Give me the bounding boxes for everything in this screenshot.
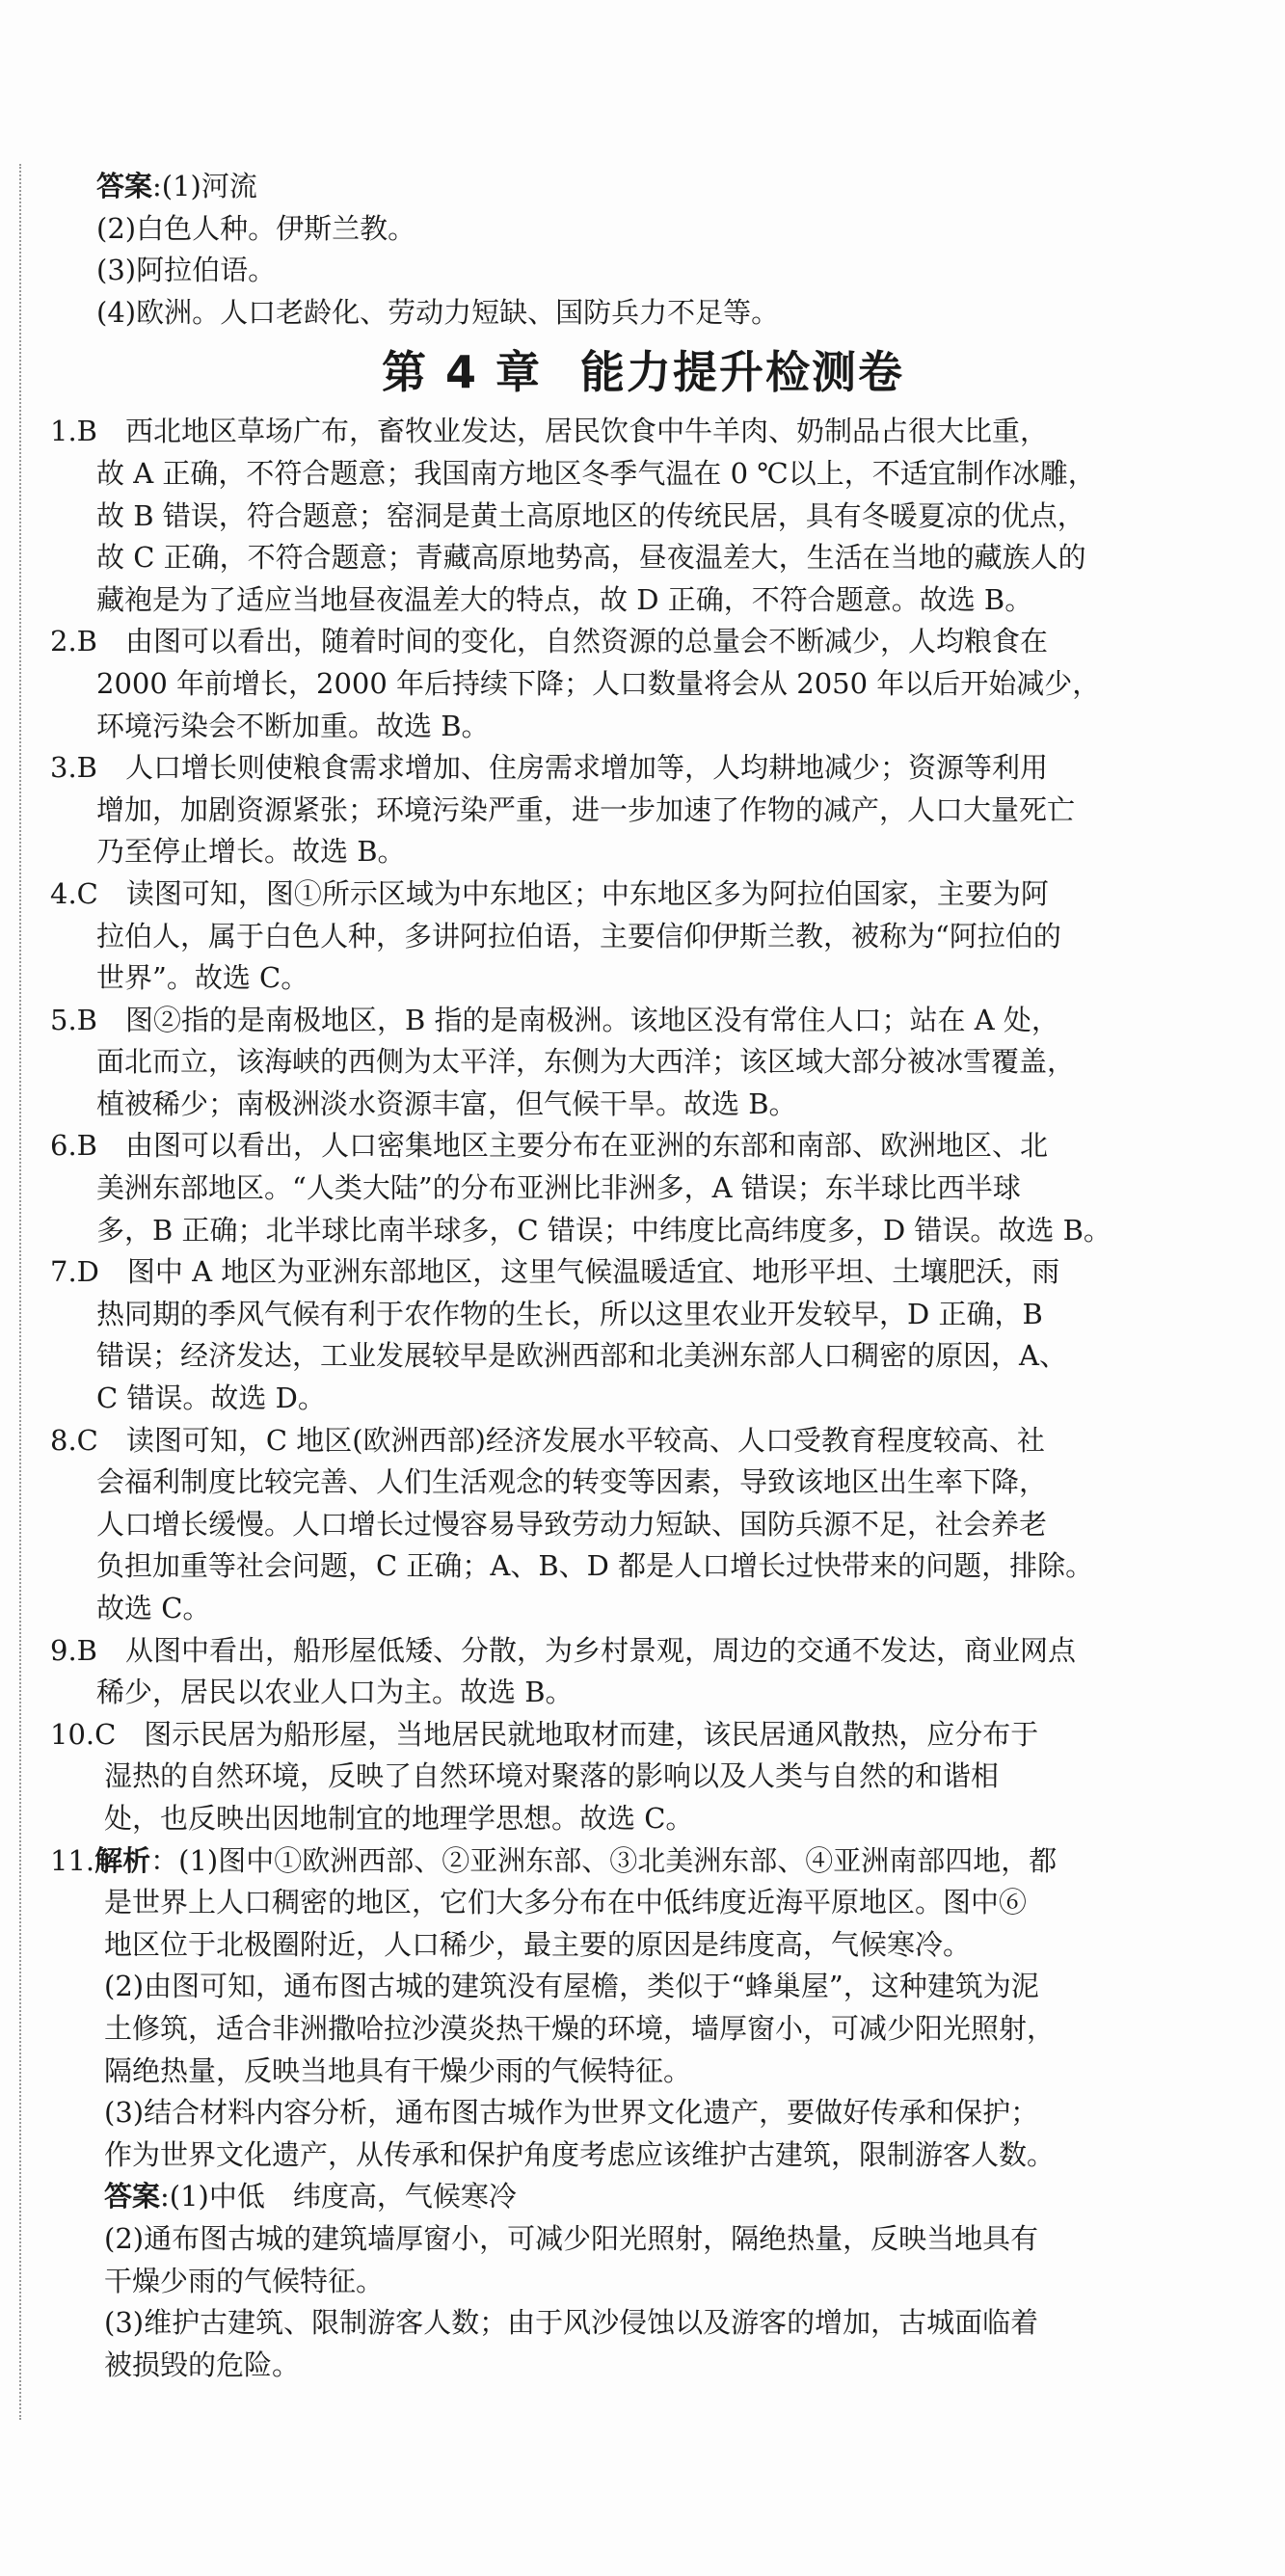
item-3-line-2: 增加，加剧资源紧张；环境污染严重，进一步加速了作物的减产，人口大量死亡 bbox=[96, 792, 1076, 826]
item-2-line-2: 2000 年前增长，2000 年后持续下降；人口数量将会从 2050 年以后开始减少， bbox=[96, 666, 1101, 700]
item-6-line-2: 美洲东部地区。“人类大陆”的分布亚洲比非洲多，A 错误；东半球比西半球 bbox=[96, 1171, 1021, 1205]
answer-item-8 bbox=[50, 1420, 1236, 1630]
item-11-line-7: (3)结合材料内容分析，通布图古城作为世界文化遗产，要做好传承和保护； bbox=[104, 2096, 1039, 2130]
item-11-line-3: 地区位于北极圈附近，人口稀少，最主要的原因是纬度高，气候寒冷。 bbox=[104, 1927, 972, 1961]
item-7-line-4: C 错误。故选 D。 bbox=[96, 1382, 326, 1415]
item-1-line-4: 故 C 正确，不符合题意；青藏高原地势高，昼夜温差大，生活在当地的藏族人的 bbox=[96, 541, 1086, 575]
chapter-number: 第 4 章 bbox=[381, 346, 543, 399]
answer-item-10 bbox=[50, 1714, 1236, 1840]
item-11-line-2: 是世界上人口稠密的地区，它们大多分布在中低纬度近海平原地区。图中⑥ bbox=[104, 1886, 1028, 1919]
answer-item-2 bbox=[50, 621, 1236, 747]
chapter-title: 能力提升检测卷 bbox=[580, 346, 905, 399]
item-8-line-2: 会福利制度比较完善、人们生活观念的转变等因素，导致该地区出生率下降， bbox=[96, 1465, 1048, 1499]
answer-item-3 bbox=[50, 747, 1236, 873]
item-9-line-2: 稀少，居民以农业人口为主。故选 B。 bbox=[96, 1676, 574, 1709]
margin-dotted-line bbox=[19, 164, 21, 2420]
item-2-line-3: 环境污染会不断加重。故选 B。 bbox=[96, 709, 490, 742]
top-answer-line-1: 答案:(1)河流 bbox=[96, 170, 257, 202]
top-answer-line-4: (4)欧洲。人口老龄化、劳动力短缺、国防兵力不足等。 bbox=[96, 295, 780, 329]
chapter-heading bbox=[50, 343, 1236, 401]
item-7-line-2: 热同期的季风气候有利于农作物的生长，所以这里农业开发较早，D 正确，B bbox=[96, 1297, 1043, 1330]
item-5-line-3: 植被稀少；南极洲淡水资源丰富，但气候干旱。故选 B。 bbox=[96, 1087, 797, 1120]
answer-item-4 bbox=[50, 873, 1236, 1000]
item-11-answer-line-2: (2)通布图古城的建筑墙厚窗小，可减少阳光照射，隔绝热量，反映当地具有 bbox=[104, 2221, 1039, 2255]
item-5-line-1: 5.B 图②指的是南极地区，B 指的是南极洲。该地区没有常住人口；站在 A 处， bbox=[50, 1003, 1059, 1036]
item-10-line-1: 10.C 图示民居为船形屋，当地居民就地取材而建，该民居通风散热，应分布于 bbox=[50, 1717, 1039, 1751]
item-3-line-1: 3.B 人口增长则使粮食需求增加、住房需求增加等，人均耕地减少；资源等利用 bbox=[50, 751, 1048, 785]
item-5-line-2: 面北而立，该海峡的西侧为太平洋，东侧为大西洋；该区域大部分被冰雪覆盖， bbox=[96, 1045, 1076, 1079]
item-6-line-1: 6.B 由图可以看出，人口密集地区主要分布在亚洲的东部和南部、欧洲地区、北 bbox=[50, 1129, 1048, 1163]
item-1-line-1: 1.B 西北地区草场广布，畜牧业发达，居民饮食中牛羊肉、奶制品占很大比重， bbox=[50, 415, 1048, 448]
item-11-line-6: 隔绝热量，反映当地具有干燥少雨的气候特征。 bbox=[104, 2053, 692, 2087]
item-7-line-1: 7.D 图中 A 地区为亚洲东部地区，这里气候温暖适宜、地形平坦、土壤肥沃，雨 bbox=[50, 1255, 1060, 1289]
item-1-line-5: 藏袍是为了适应当地昼夜温差大的特点，故 D 正确，不符合题意。故选 B。 bbox=[96, 582, 1033, 616]
item-11-line-5: 土修筑，适合非洲撒哈拉沙漠炎热干燥的环境，墙厚窗小，可减少阳光照射， bbox=[104, 2011, 1056, 2045]
item-9-line-1: 9.B 从图中看出，船形屋低矮、分散，为乡村景观，周边的交通不发达，商业网点 bbox=[50, 1633, 1076, 1667]
item-3-line-3: 乃至停止增长。故选 B。 bbox=[96, 835, 406, 869]
item-4-line-3: 世界”。故选 C。 bbox=[96, 961, 309, 995]
top-answer-line-3: (3)阿拉伯语。 bbox=[96, 254, 277, 287]
item-1-line-3: 故 B 错误，符合题意；窑洞是黄土高原地区的传统民居，具有冬暖夏凉的优点， bbox=[96, 498, 1085, 532]
item-11-line-1: 11.解析：(1)图中①欧洲西部、②亚洲东部、③北美洲东部、④亚洲南部四地，都 bbox=[50, 1843, 1057, 1877]
answer-item-5 bbox=[50, 1000, 1236, 1126]
analysis-label: 解析 bbox=[94, 1843, 151, 1877]
top-answer-line-2: (2)白色人种。伊斯兰教。 bbox=[96, 211, 416, 245]
answer-item-6 bbox=[50, 1125, 1236, 1251]
item-2-line-1: 2.B 由图可以看出，随着时间的变化，自然资源的总量会不断减少，人均粮食在 bbox=[50, 625, 1048, 658]
item-8-line-4: 负担加重等社会问题，C 正确；A、B、D 都是人口增长过快带来的问题，排除。 bbox=[96, 1549, 1094, 1583]
item-8-line-3: 人口增长缓慢。人口增长过慢容易导致劳动力短缺、国防兵源不足，社会养老 bbox=[96, 1507, 1048, 1541]
answer-item-11 bbox=[50, 1840, 1236, 2387]
top-answer-block bbox=[50, 166, 1236, 334]
item-4-line-1: 4.C 读图可知，图①所示区域为中东地区；中东地区多为阿拉伯国家，主要为阿 bbox=[50, 876, 1049, 910]
answer-item-7 bbox=[50, 1251, 1236, 1419]
page-content bbox=[50, 166, 1236, 2386]
answer-label: 答案 bbox=[96, 170, 153, 202]
item-11-answer-line-4: (3)维护古建筑、限制游客人数；由于风沙侵蚀以及游客的增加，古城面临着 bbox=[104, 2306, 1039, 2340]
item-11-answer-line-1: 答案:(1)中低 纬度高，气候寒冷 bbox=[104, 2180, 517, 2214]
answer-label: 答案 bbox=[104, 2180, 161, 2214]
item-11-answer-line-3: 干燥少雨的气候特征。 bbox=[104, 2264, 385, 2297]
item-11-answer-line-5: 被损毁的危险。 bbox=[104, 2348, 301, 2381]
answer-item-1 bbox=[50, 411, 1236, 621]
item-6-line-3: 多，B 正确；北半球比南半球多，C 错误；中纬度比高纬度多，D 错误。故选 B。 bbox=[96, 1213, 1111, 1247]
item-8-line-1: 8.C 读图可知，C 地区(欧洲西部)经济发展水平较高、人口受教育程度较高、社 bbox=[50, 1423, 1045, 1457]
item-10-line-2: 湿热的自然环境，反映了自然环境对聚落的影响以及人类与自然的和谐相 bbox=[104, 1759, 1000, 1793]
answer-item-9 bbox=[50, 1630, 1236, 1714]
item-11-line-8: 作为世界文化遗产，从传承和保护角度考虑应该维护古建筑，限制游客人数。 bbox=[104, 2137, 1056, 2171]
item-4-line-2: 拉伯人，属于白色人种，多讲阿拉伯语，主要信仰伊斯兰教，被称为“阿拉伯的 bbox=[96, 919, 1061, 953]
item-8-line-5: 故选 C。 bbox=[96, 1592, 211, 1624]
item-11-line-4: (2)由图可知，通布图古城的建筑没有屋檐，类似于“蜂巢屋”，这种建筑为泥 bbox=[104, 1970, 1039, 2003]
answer-items bbox=[50, 411, 1236, 1839]
item-1-line-2: 故 A 正确，不符合题意；我国南方地区冬季气温在 0 ℃以上，不适宜制作冰雕， bbox=[96, 456, 1096, 490]
item-10-line-3: 处，也反映出因地制宜的地理学思想。故选 C。 bbox=[104, 1801, 694, 1835]
item-7-line-3: 错误；经济发达，工业发展较早是欧洲西部和北美洲东部人口稠密的原因，A、 bbox=[96, 1339, 1067, 1373]
